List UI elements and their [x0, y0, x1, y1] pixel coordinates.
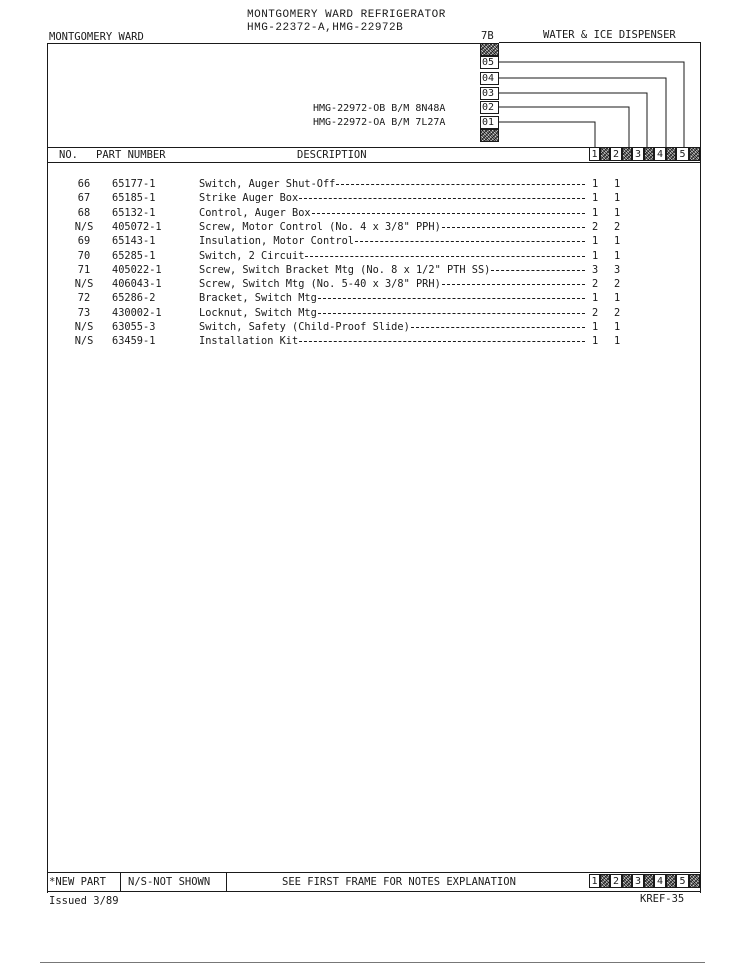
part-qty-model-2: 2 — [614, 220, 621, 233]
page-title-line1: MONTGOMERY WARD REFRIGERATOR — [247, 9, 446, 21]
part-number: 430002-1 — [112, 306, 162, 319]
footer-divider-1 — [120, 872, 121, 892]
part-qty-model-1: 1 — [592, 321, 599, 333]
part-number: 406043-1 — [112, 278, 162, 291]
part-number: 65286-2 — [112, 292, 156, 305]
part-qty-model-2: 1 — [614, 292, 621, 305]
code-cell-02: 02 — [480, 101, 499, 114]
leader-dashes — [312, 213, 585, 214]
footer-model-col-shade-c — [644, 874, 654, 888]
part-qty-model-2: 1 — [614, 335, 621, 348]
part-no: 69 — [77, 235, 91, 248]
table-row — [0, 249, 750, 263]
part-qty-model-2: 3 — [614, 263, 621, 276]
part-description: Control, Auger Box — [199, 206, 311, 219]
part-description: Screw, Motor Control (No. 4 x 3/8" PPH) — [199, 220, 441, 233]
table-row — [0, 234, 750, 248]
model-col-shade-d — [666, 147, 676, 161]
part-number: 63459-1 — [112, 335, 156, 348]
footer-model-col-1: 1 — [589, 874, 600, 888]
part-qty-model-2: 1 — [614, 178, 621, 190]
part-qty-model-1: 1 — [592, 192, 599, 205]
leader-dashes — [299, 341, 585, 342]
part-number: 65132-1 — [112, 206, 156, 219]
part-description: Bracket, Switch Mtg — [199, 292, 317, 305]
code-cell-03: 03 — [480, 87, 499, 100]
part-qty-model-2: 1 — [614, 321, 621, 333]
model-col-5: 5 — [676, 147, 689, 161]
leader-dashes — [336, 184, 585, 185]
part-description: Locknut, Switch Mtg — [199, 306, 317, 319]
frame-left-border — [47, 43, 48, 893]
model-col-shade-c — [644, 147, 654, 161]
brand-label: MONTGOMERY WARD — [49, 31, 144, 43]
part-qty-model-1: 2 — [592, 306, 599, 319]
part-qty-model-1: 1 — [592, 292, 599, 305]
part-no: N/S — [74, 278, 94, 291]
footer-model-col-shade-a — [600, 874, 610, 888]
table-row — [0, 291, 750, 305]
table-row — [0, 263, 750, 277]
part-qty-model-2: 1 — [614, 206, 621, 219]
footer-model-col-shade-e — [689, 874, 700, 888]
leader-dashes — [442, 284, 585, 285]
model-connector-lines — [0, 0, 750, 170]
part-description: Strike Auger Box — [199, 192, 299, 205]
model-col-shade-b — [622, 147, 632, 161]
column-header-no: NO. — [59, 149, 78, 161]
model-col-shade-a — [600, 147, 610, 161]
part-no: N/S — [74, 220, 94, 233]
column-header-rule-bottom — [47, 162, 700, 163]
part-qty-model-2: 2 — [614, 306, 621, 319]
model-note-01: HMG-22972-OA B/M 7L27A — [313, 117, 446, 128]
part-number: 65285-1 — [112, 249, 156, 262]
part-description: Screw, Switch Bracket Mtg (No. 8 x 1/2" PTH SS) — [199, 263, 491, 276]
issued-date: Issued 3/89 — [49, 895, 119, 907]
table-row — [0, 191, 750, 205]
part-qty-model-2: 1 — [614, 192, 621, 205]
part-qty-model-1: 1 — [592, 178, 599, 190]
leader-dashes — [355, 241, 585, 242]
page-reference: KREF-35 — [640, 893, 685, 905]
code-cell-05: 05 — [480, 56, 499, 69]
leader-dashes — [442, 227, 585, 228]
footer-model-col-2: 2 — [610, 874, 622, 888]
footer-not-shown: N/S-NOT SHOWN — [128, 876, 211, 888]
footer-rule-top — [47, 872, 700, 873]
table-row — [0, 206, 750, 220]
footer-divider-2 — [226, 872, 227, 892]
table-row — [0, 220, 750, 234]
part-number: 405022-1 — [112, 263, 162, 276]
part-no: 68 — [77, 206, 91, 219]
part-no: 72 — [77, 292, 91, 305]
footer-model-col-shade-b — [622, 874, 632, 888]
model-col-2: 2 — [610, 147, 622, 161]
page-bottom-rule — [40, 962, 705, 963]
part-no: 73 — [77, 306, 91, 319]
part-qty-model-1: 2 — [592, 220, 599, 233]
part-no: N/S — [74, 321, 94, 333]
table-row — [0, 177, 750, 191]
model-col-3: 3 — [632, 147, 644, 161]
part-qty-model-1: 3 — [592, 263, 599, 276]
footer-model-col-5: 5 — [676, 874, 689, 888]
leader-dashes — [318, 298, 585, 299]
leader-dashes — [491, 270, 585, 271]
section-title: WATER & ICE DISPENSER — [543, 29, 676, 41]
model-col-4: 4 — [654, 147, 666, 161]
code-cell-01: 01 — [480, 116, 499, 129]
part-description: Switch, Safety (Child-Proof Slide) — [199, 321, 410, 333]
part-no: 71 — [77, 263, 91, 276]
part-description: Insulation, Motor Control — [199, 235, 354, 248]
footer-model-col-4: 4 — [654, 874, 666, 888]
part-no: 67 — [77, 192, 91, 205]
part-qty-model-1: 1 — [592, 235, 599, 248]
footer-new-part: *NEW PART — [49, 876, 106, 888]
part-no: N/S — [74, 335, 94, 348]
part-description: Screw, Switch Mtg (No. 5-40 x 3/8" PRH) — [199, 278, 441, 291]
part-qty-model-1: 1 — [592, 206, 599, 219]
table-row — [0, 277, 750, 291]
model-col-shade-e — [689, 147, 700, 161]
column-header-description: DESCRIPTION — [297, 149, 367, 161]
section-code: 7B — [481, 30, 494, 42]
part-description: Switch, 2 Circuit — [199, 249, 305, 262]
part-no: 70 — [77, 249, 91, 262]
part-qty-model-1: 1 — [592, 249, 599, 262]
leader-dashes — [411, 327, 585, 328]
table-row — [0, 334, 750, 348]
leader-dashes — [318, 313, 585, 314]
footer-rule-bottom — [47, 891, 700, 892]
page-title-line2: HMG-22372-A,HMG-22972B — [247, 22, 404, 34]
footer-notes: SEE FIRST FRAME FOR NOTES EXPLANATION — [282, 876, 516, 888]
part-qty-model-2: 2 — [614, 278, 621, 291]
part-number: 65143-1 — [112, 235, 156, 248]
part-qty-model-1: 2 — [592, 278, 599, 291]
column-header-part-number: PART NUMBER — [96, 149, 166, 161]
part-no: 66 — [77, 178, 91, 190]
part-number: 65177-1 — [112, 178, 156, 190]
table-row — [0, 320, 750, 334]
leader-dashes — [299, 198, 585, 199]
part-number: 65185-1 — [112, 192, 156, 205]
leader-dashes — [305, 256, 585, 257]
part-qty-model-2: 1 — [614, 249, 621, 262]
part-number: 405072-1 — [112, 220, 162, 233]
part-description: Switch, Auger Shut-Off — [199, 178, 336, 190]
footer-model-col-shade-d — [666, 874, 676, 888]
part-number: 63055-3 — [112, 321, 156, 333]
part-qty-model-2: 1 — [614, 235, 621, 248]
model-col-1: 1 — [589, 147, 600, 161]
part-description: Installation Kit — [199, 335, 299, 348]
part-qty-model-1: 1 — [592, 335, 599, 348]
table-row — [0, 306, 750, 320]
footer-model-col-3: 3 — [632, 874, 644, 888]
code-cell-04: 04 — [480, 72, 499, 85]
model-note-02: HMG-22972-OB B/M 8N48A — [313, 103, 446, 114]
